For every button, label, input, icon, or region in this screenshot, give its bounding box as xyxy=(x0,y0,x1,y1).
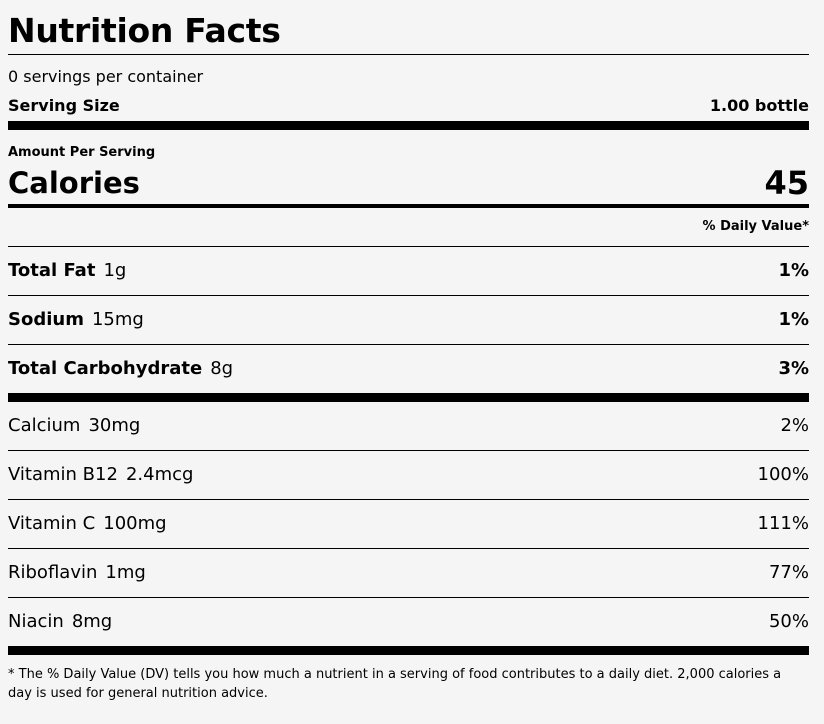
vitamin-daily-value: 111% xyxy=(757,513,809,534)
vitamin-row-niacin xyxy=(8,598,809,646)
daily-value-header: % Daily Value* xyxy=(702,219,809,234)
daily-value-footnote: * The % Daily Value (DV) tells you how much a nutrient in a serving of food contributes to a daily diet. 2,000 calories a day is used for general nutrition advice. xyxy=(8,667,782,701)
vitamin-name: Niacin xyxy=(8,611,64,632)
vitamin-daily-value: 50% xyxy=(768,611,809,632)
serving-size-value: 1.00 bottle xyxy=(709,96,809,115)
calories-row xyxy=(8,162,809,204)
vitamin-amount: 1mg xyxy=(105,562,146,583)
vitamin-amount: 30mg xyxy=(88,415,141,436)
nutrition-facts-label xyxy=(8,0,809,703)
nutrient-name: Sodium xyxy=(8,309,84,330)
vitamin-label xyxy=(8,500,167,548)
vitamin-row-vitamin-c xyxy=(8,500,809,548)
vitamin-daily-value: 2% xyxy=(780,415,809,436)
vitamin-amount: 8mg xyxy=(71,611,113,632)
label-title: Nutrition Facts xyxy=(8,11,281,50)
nutrient-row-total-carbohydrate xyxy=(8,345,809,393)
nutrient-daily-value: 1% xyxy=(778,260,809,281)
vitamin-name: Calcium xyxy=(8,415,81,436)
serving-size-label: Serving Size xyxy=(8,96,120,115)
vitamin-label xyxy=(8,451,193,499)
nutrient-name: Total Carbohydrate xyxy=(8,358,203,379)
vitamin-label xyxy=(8,598,112,646)
nutrient-row-sodium xyxy=(8,296,809,344)
vitamin-daily-value: 100% xyxy=(757,464,809,485)
vitamin-name: Riboflavin xyxy=(8,562,98,583)
vitamin-amount: 100mg xyxy=(103,513,167,534)
vitamin-row-riboflavin xyxy=(8,549,809,597)
vitamin-row-calcium xyxy=(8,402,809,450)
nutrient-label xyxy=(8,247,126,295)
thick-divider xyxy=(8,393,809,402)
vitamin-label xyxy=(8,402,140,450)
nutrient-name: Total Fat xyxy=(8,260,96,281)
nutrient-amount: 15mg xyxy=(91,309,144,330)
vitamin-name: Vitamin B12 xyxy=(8,464,118,485)
nutrient-daily-value: 3% xyxy=(778,358,809,379)
nutrient-label xyxy=(8,296,144,344)
thick-divider xyxy=(8,646,809,655)
serving-size-row xyxy=(8,91,809,121)
thick-divider xyxy=(8,121,809,130)
vitamin-label xyxy=(8,549,146,597)
vitamin-name: Vitamin C xyxy=(8,513,96,534)
nutrient-daily-value: 1% xyxy=(778,309,809,330)
calories-value: 45 xyxy=(764,164,809,202)
servings-per-container: 0 servings per container xyxy=(8,67,204,86)
nutrient-amount: 1g xyxy=(103,260,127,281)
vitamin-amount: 2.4mcg xyxy=(125,464,194,485)
nutrient-amount: 8g xyxy=(210,358,234,379)
nutrient-label xyxy=(8,345,233,393)
calories-label: Calories xyxy=(8,166,140,200)
vitamin-daily-value: 77% xyxy=(768,562,809,583)
nutrient-row-total-fat xyxy=(8,247,809,295)
amount-per-serving: Amount Per Serving xyxy=(8,145,156,160)
vitamin-row-vitamin-b12 xyxy=(8,451,809,499)
